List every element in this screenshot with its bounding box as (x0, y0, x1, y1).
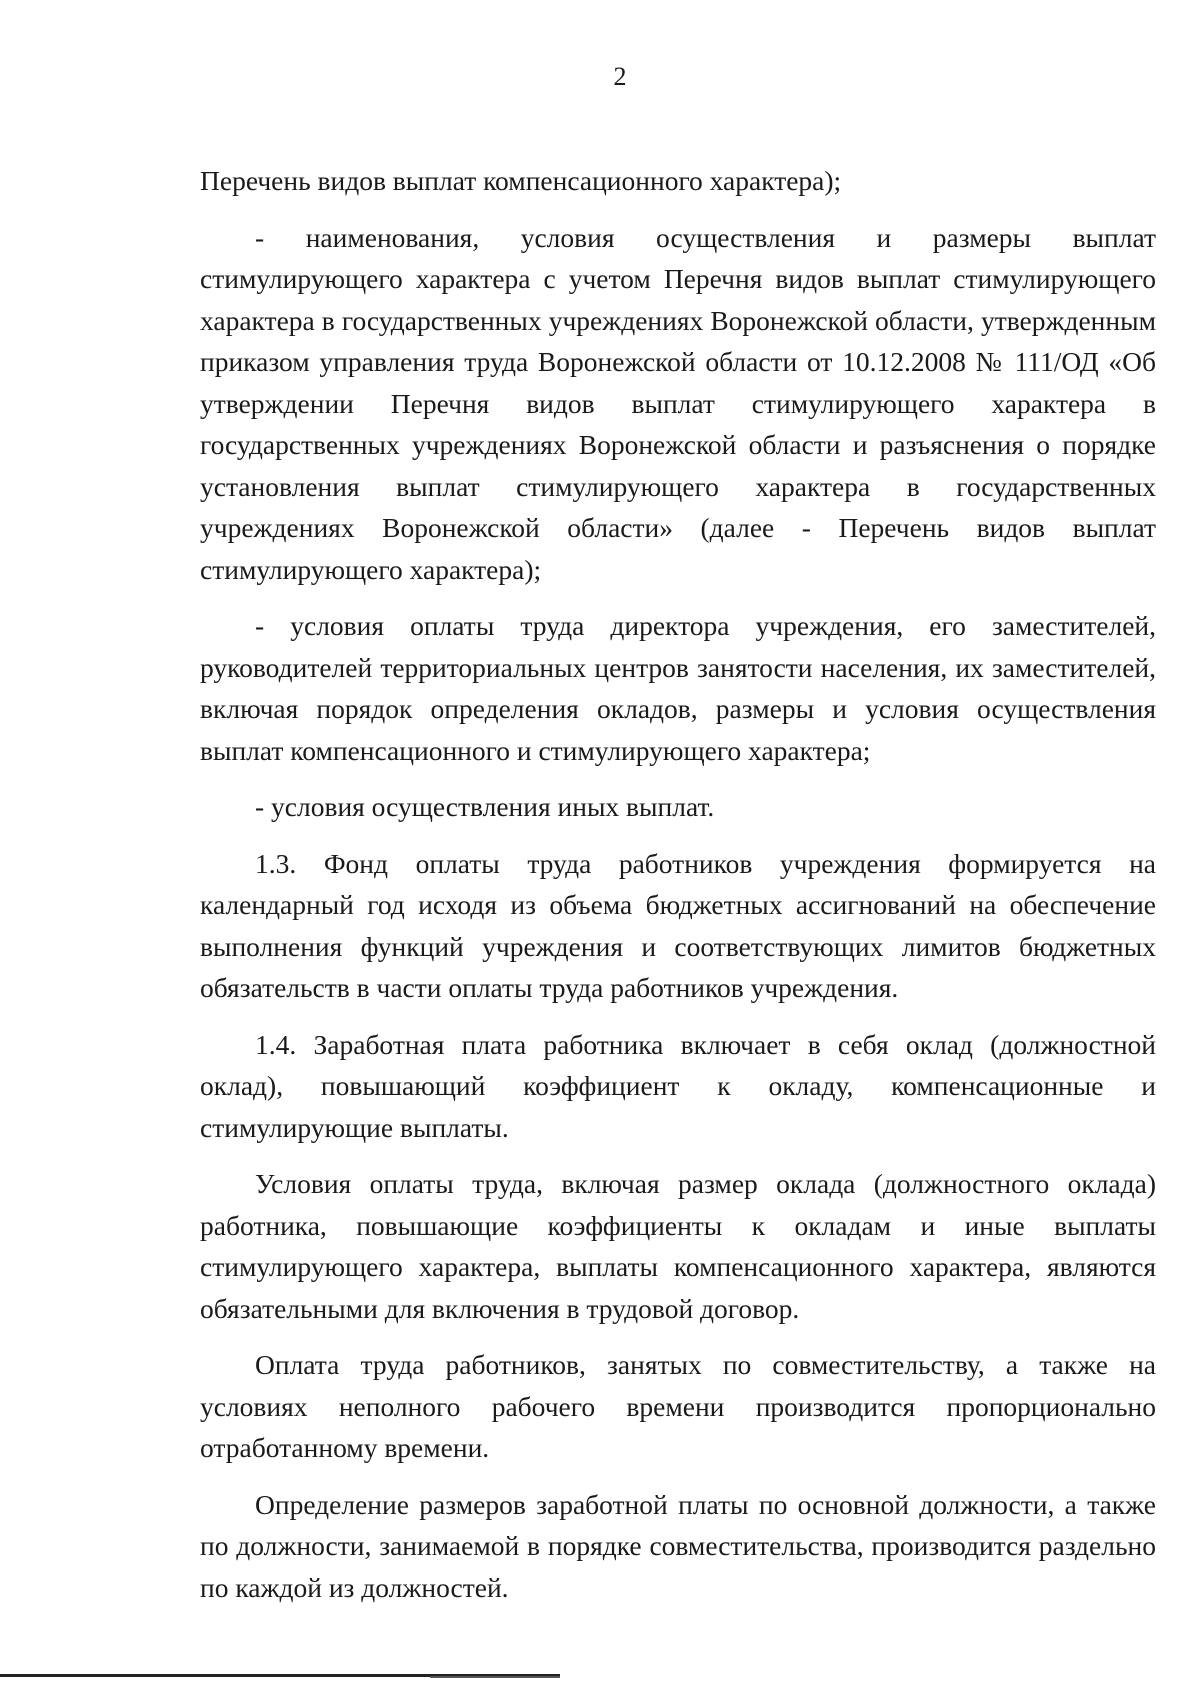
paragraph-continuation: Перечень видов выплат компенсационного характера); (200, 165, 842, 196)
paragraph-section-1-3: 1.3. Фонд оплаты труда работников учреждения формируется на календарный год исходя из объема бюджетных ассигнований на обеспечение выполнения функций учреждения и соответствующих лимитов бюджетных обязательств в части оплаты труда работников учреждения. (200, 847, 1156, 1003)
paragraph-stimulating-payments: - наименования, условия осуществления и размеры выплат стимулирующего характера с учетом Перечня видов выплат стимулирующего характера в государственных учреждениях Воронежской области, утвержденным приказом управления труда Воронежской области от 10.12.2008 № 111/ОД «Об утверждении Перечня видов выплат стимулирующего характера в государственных учреждениях Воронежской области и разъяснения о порядке установления выплат стимулирующего характера в государственных учреждениях Воронежской области» (далее - Перечень видов выплат стимулирующего характера); (200, 221, 1156, 585)
page-number: 2 (613, 62, 627, 91)
bottom-scan-edge-secondary (430, 1676, 560, 1678)
paragraph-other-payments: - условия осуществления иных выплат. (255, 791, 715, 822)
document-body (200, 160, 1156, 1623)
paragraph-director-pay-conditions: - условия оплаты труда директора учреждения, его заместителей, руководителей территориальных центров занятости населения, их заместителей, включая порядок определения окладов, размеры и условия осуществления выплат компенсационного и стимулирующего характера; (200, 610, 1156, 766)
paragraph-labor-contract-conditions: Условия оплаты труда, включая размер оклада (должностного оклада) работника, повышающие коэффициенты к окладам и иные выплаты стимулирующего характера, выплаты компенсационного характера, являются обязательными для включения в трудовой договор. (200, 1168, 1156, 1324)
paragraph-separate-calculation: Определение размеров заработной платы по основной должности, а также по должности, занимаемой в порядке совместительства, производится раздельно по каждой из должностей. (200, 1488, 1156, 1603)
paragraph-part-time-pay: Оплата труда работников, занятых по совместительству, а также на условиях неполного рабочего времени производится пропорционально отработанному времени. (200, 1349, 1156, 1463)
paragraph-section-1-4: 1.4. Заработная плата работника включает в себя оклад (должностной оклад), повышающий коэффициент к окладу, компенсационные и стимулирующие выплаты. (200, 1028, 1156, 1143)
